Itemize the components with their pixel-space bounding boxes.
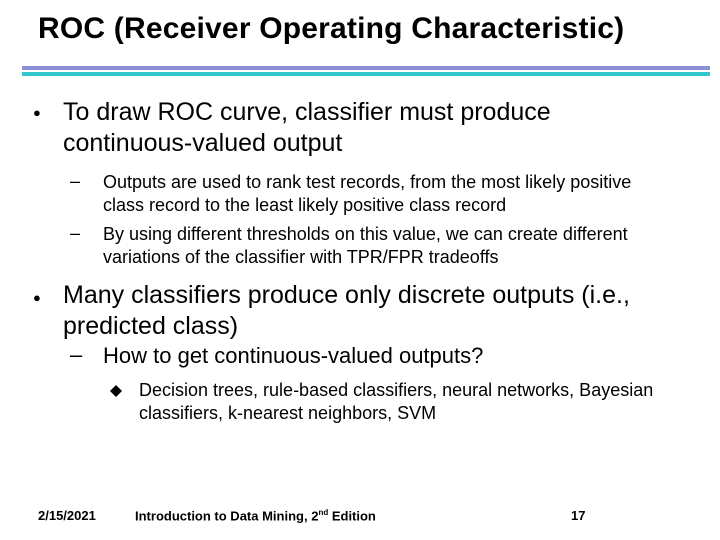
bullet-2-subsub-1: Decision trees, rule-based classifiers, neural networks, Bayesian classifiers, k-nearest neighbors, SVM	[139, 380, 654, 423]
dash-icon: –	[70, 342, 83, 367]
bullet-1-sub-2: By using different thresholds on this value, we can create different variations of the classifier with TPR/FPR tradeoffs	[103, 224, 628, 267]
bullet-icon: ●	[33, 290, 41, 305]
footer-date: 2/15/2021	[38, 508, 96, 523]
dash-icon: –	[70, 223, 81, 243]
title-divider-bottom	[22, 72, 710, 76]
bullet-2-sub-1: How to get continuous-valued outputs?	[103, 343, 484, 368]
bullet-1-sub-1: Outputs are used to rank test records, from the most likely positive class record to the least likely positive class record	[103, 172, 632, 215]
bullet-1-text: To draw ROC curve, classifier must produce continuous-valued output	[63, 98, 551, 157]
diamond-bullet-icon	[110, 384, 122, 402]
page-number: 17	[571, 508, 586, 523]
bullet-icon: ●	[33, 105, 41, 120]
slide-title: ROC (Receiver Operating Characteristic)	[38, 12, 625, 45]
footer-course-title: Introduction to Data Mining, 2nd Edition	[135, 508, 376, 524]
bullet-2-text: Many classifiers produce only discrete outputs (i.e., predicted class)	[63, 281, 630, 340]
dash-icon: –	[70, 171, 81, 191]
title-divider-top	[22, 66, 710, 70]
